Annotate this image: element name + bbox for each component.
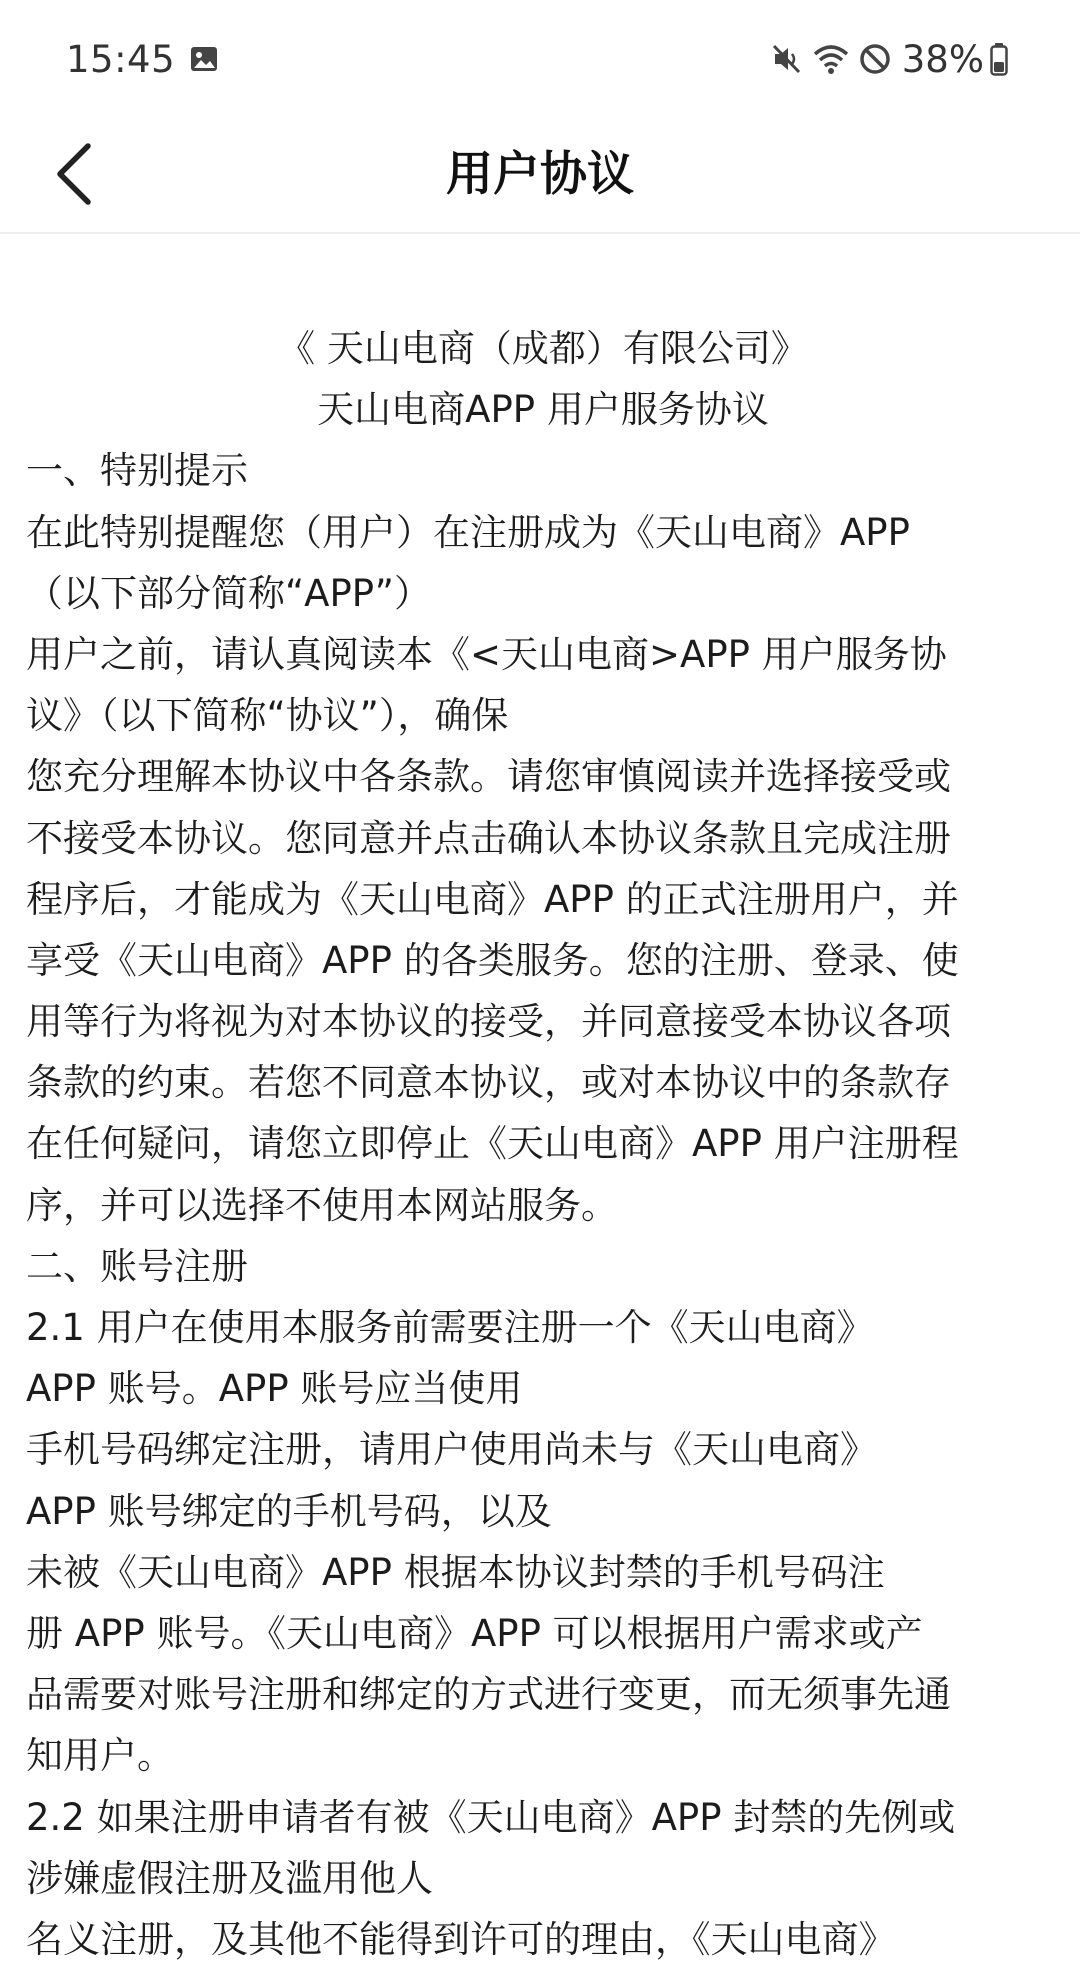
- agreement-line: 不接受本协议。您同意并点击确认本协议条款且完成注册: [26, 816, 951, 860]
- do-not-disturb-icon: [858, 42, 892, 76]
- agreement-line: 您充分理解本协议中各条款。请您审慎阅读并选择接受或: [26, 755, 951, 799]
- status-left: [66, 38, 219, 81]
- agreement-line: APP 账号绑定的手机号码，以及: [26, 1489, 552, 1533]
- agreement-line: APP 账号。APP 账号应当使用: [26, 1367, 523, 1411]
- battery-icon: [990, 42, 1008, 76]
- agreement-line: 在此特别提醒您（用户）在注册成为《天山电商》APP: [26, 510, 910, 554]
- agreement-line: 涉嫌虚假注册及滥用他人: [26, 1856, 433, 1900]
- agreement-line: 一、特别提示: [26, 449, 248, 493]
- status-bar: [0, 0, 1080, 118]
- agreement-body: [26, 440, 1060, 1970]
- agreement-line: 手机号码绑定注册，请用户使用尚未与《天山电商》: [26, 1428, 877, 1472]
- agreement-line: 2.1 用户在使用本服务前需要注册一个《天山电商》: [26, 1306, 874, 1349]
- battery-percent: 38%: [901, 37, 984, 81]
- status-right: [770, 38, 1016, 81]
- agreement-line: 未被《天山电商》APP 根据本协议封禁的手机号码注: [26, 1550, 885, 1594]
- agreement-line: （以下部分简称“APP”）: [26, 571, 431, 615]
- page-title: 用户协议: [446, 147, 634, 202]
- agreement-line: 名义注册，及其他不能得到许可的理由，《天山电商》: [26, 1917, 896, 1961]
- agreement-line: 议》（以下简称“协议”），确保: [26, 694, 509, 738]
- agreement-line: 册 APP 账号。《天山电商》APP 可以根据用户需求或产: [26, 1611, 923, 1655]
- agreement-line: 品需要对账号注册和绑定的方式进行变更，而无须事先通: [26, 1673, 951, 1717]
- agreement-line: 用等行为将视为对本协议的接受，并同意接受本协议各项: [26, 1000, 951, 1044]
- agreement-line: 知用户。: [26, 1734, 174, 1778]
- agreement-line: 二、账号注册: [26, 1244, 248, 1288]
- agreement-line: 2.2 如果注册申请者有被《天山电商》APP 封禁的先例或: [26, 1795, 956, 1839]
- agreement-line: 用户之前，请认真阅读本《<天山电商>APP 用户服务协: [26, 632, 947, 676]
- wifi-icon: [812, 42, 850, 76]
- mute-icon: [770, 42, 804, 76]
- agreement-title: 天山电商APP 用户服务协议: [317, 388, 769, 432]
- agreement-line: 程序后，才能成为《天山电商》APP 的正式注册用户，并: [26, 877, 959, 921]
- agreement-line: 享受《天山电商》APP 的各类服务。您的注册、登录、使: [26, 938, 959, 982]
- title-bar: [0, 118, 1080, 234]
- agreement-company: 《 天山电商（成都）有限公司》: [278, 327, 808, 370]
- agreement-line: 在任何疑问，请您立即停止《天山电商》APP 用户注册程: [26, 1122, 959, 1166]
- agreement-content[interactable]: [26, 318, 1060, 1961]
- agreement-line: 条款的约束。若您不同意本协议，或对本协议中的条款存: [26, 1061, 951, 1105]
- gallery-icon: [189, 44, 219, 74]
- agreement-line: 序，并可以选择不使用本网站服务。: [26, 1183, 618, 1227]
- status-time: 15:45: [66, 37, 176, 81]
